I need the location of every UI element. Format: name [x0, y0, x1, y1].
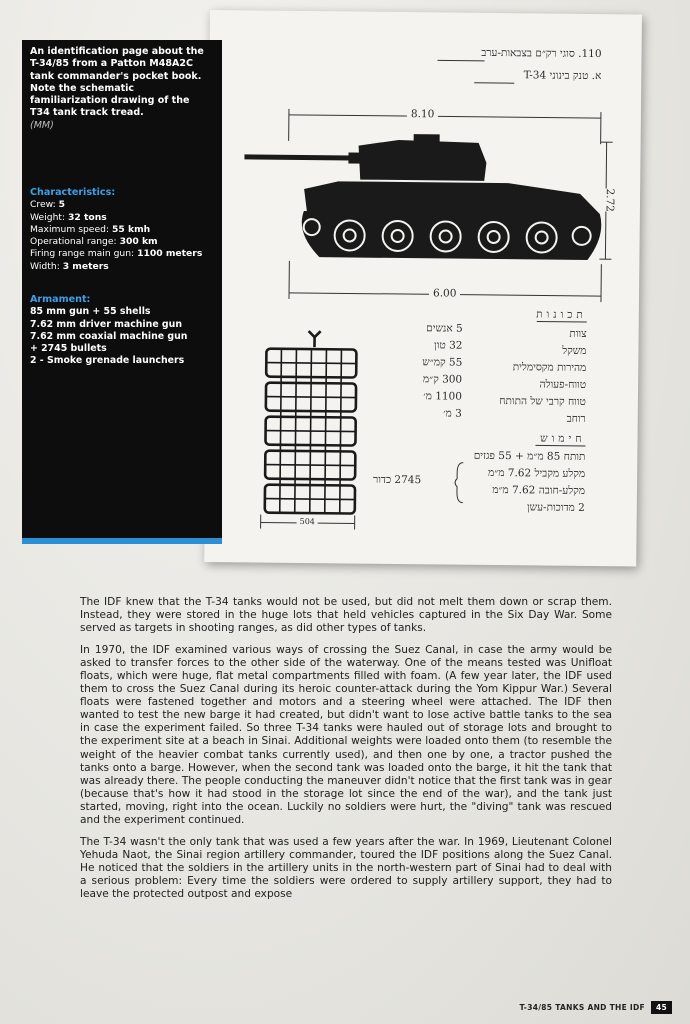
spec-value-4: 1100 מ׳: [423, 390, 463, 403]
char-row: [30, 261, 220, 273]
char-value: 3 meters: [62, 260, 109, 272]
arm-line-0: תותח 85 מ״מ + 55 פגזים: [473, 449, 586, 463]
char-label: Weight:: [30, 211, 66, 223]
caption-accent-bar: [22, 538, 222, 544]
spec-label-1: משקל: [562, 344, 587, 357]
char-row: [30, 199, 220, 211]
char-row: [30, 212, 220, 224]
spec-label-2: מהירות מקסימלית: [512, 361, 587, 374]
page-number: 45: [651, 1001, 672, 1014]
tank-schematic: [204, 10, 642, 566]
dim-track-label: 6.00: [429, 287, 461, 299]
armament-section: [30, 294, 220, 368]
char-row: [30, 224, 220, 236]
spec-value-5: 3 מ׳: [443, 407, 462, 420]
char-value: 1100 meters: [137, 248, 203, 260]
arm-title: חימוש: [540, 432, 586, 445]
armament-item: + 2745 bullets: [30, 343, 107, 355]
characteristics-section: [30, 187, 220, 273]
char-label: Width:: [30, 260, 60, 272]
char-label: Maximum speed:: [30, 223, 110, 235]
armament-item: 85 mm gun + 55 shells: [30, 306, 151, 318]
caption-credit: (MM): [30, 119, 54, 131]
spec-title: תכונות: [536, 308, 587, 321]
spec-value-3: 300 ק״מ: [422, 373, 463, 386]
char-row: [30, 248, 220, 260]
spec-label-0: צוות: [569, 327, 587, 340]
char-label: Firing range main gun:: [30, 248, 135, 260]
caption-intro-text: An identification page about the T-34/85 from a Patton M48A2C tank commander's pocket book. Note the schematic familiarization drawing of the T34 tank track tread.: [30, 46, 204, 119]
dim-height-label: 2.72: [603, 188, 616, 212]
char-value: 32 tons: [68, 211, 107, 223]
identification-sheet: [204, 10, 642, 566]
char-row: [30, 236, 220, 248]
spec-value-2: 55 קמ״ש: [422, 356, 463, 369]
spec-value-1: 32 טון: [434, 339, 463, 352]
spec-label-4: טווח קרבי של התותח: [499, 395, 586, 408]
spec-value-0: 5 אנשים: [426, 322, 463, 335]
spec-label-3: טווח-פעולה: [539, 378, 587, 391]
article-body: [80, 596, 612, 910]
arm-line-3: 2 מדוכות-עשן: [526, 501, 585, 514]
running-title: T-34/85 TANKS AND THE IDF: [519, 1003, 645, 1012]
paragraph: The IDF knew that the T-34 tanks would not be used, but did not melt them down or scrap them. Instead, they were stored in the huge lots that held vehicles captured in the Six Day War. Some served as targets in shooting ranges, as did other types of tanks.: [80, 596, 612, 635]
doc-header-line1: 110. סוגי רק״ם בצבאות-ערב: [481, 46, 602, 61]
arm-line-2: מקלע-חובה 7.62 מ״מ: [492, 483, 586, 497]
arm-bullets: 2745 כדור: [373, 473, 422, 487]
char-value: 5: [58, 199, 66, 211]
characteristics-title: Characteristics:: [30, 187, 116, 198]
dim-length-label: 8.10: [407, 108, 439, 120]
char-value: 300 km: [119, 236, 158, 248]
armament-item: 7.62 mm driver machine gun: [30, 318, 182, 330]
spec-label-5: רוחב: [566, 412, 586, 425]
doc-header-line2: א. טנק בינוני T-34: [523, 69, 602, 83]
caption-intro: [30, 46, 210, 132]
armament-title: Armament:: [30, 294, 91, 305]
paragraph: In 1970, the IDF examined various ways of crossing the Suez Canal, in case the army would be asked to transfer forces to the other side of the waterway. One of the means tested was Unifloat floats, which were huge, flat metal compartments filled with foam. (A few year later, the IDF used them to cross the Suez Canal during its heroic counter-attack during the Yom Kippur War.) Several floats were fastened together and motors and a steering wheel were attached. The IDF then wanted to test the new barge it had created, but didn't want to lose active battle tanks to the sea in case the experiment failed. So three T-34 tanks were hauled out of storage lots and brought to the experiment site at a beach in Sinai. Additional weights were loaded onto them (to resemble the weight of the heavier combat tanks currently used), and then one by one, a tractor pushed the tanks onto a barge. However, when the second tank was loaded onto the barge, it hit the tank that was already there. The people conducting the maneuver didn't notice that the first tank was in gear (because that's how it had stood in the storage lot since the end of the war), and the tank just started, moving, right into the ocean. Luckily no soldiers were hurt, the "diving" tank was rescued and the experiment continued.: [80, 644, 612, 826]
char-label: Crew:: [30, 199, 56, 211]
arm-line-1: מקלע מקביל 7.62 מ״מ: [487, 466, 586, 480]
armament-item: 2 - Smoke grenade launchers: [30, 355, 185, 367]
paragraph: The T-34 wasn't the only tank that was used a few years after the war. In 1969, Lieutenant Colonel Yehuda Naot, the Sinai region artillery commander, toured the IDF positions along the Suez Canal. He noticed that the soldiers in the artillery units in the north-western part of Sinai had to deal with a serious problem: Every time the soldiers were ordered to supply artillery support, they had to leave the protected outpost and expose: [80, 835, 612, 900]
page-footer: [519, 1001, 672, 1014]
caption-box: [22, 40, 222, 538]
char-label: Operational range:: [30, 236, 117, 248]
armament-item: 7.62 mm coaxial machine gun: [30, 330, 188, 342]
char-value: 55 kmh: [111, 223, 151, 235]
dim-tread-label: 504: [297, 517, 318, 526]
